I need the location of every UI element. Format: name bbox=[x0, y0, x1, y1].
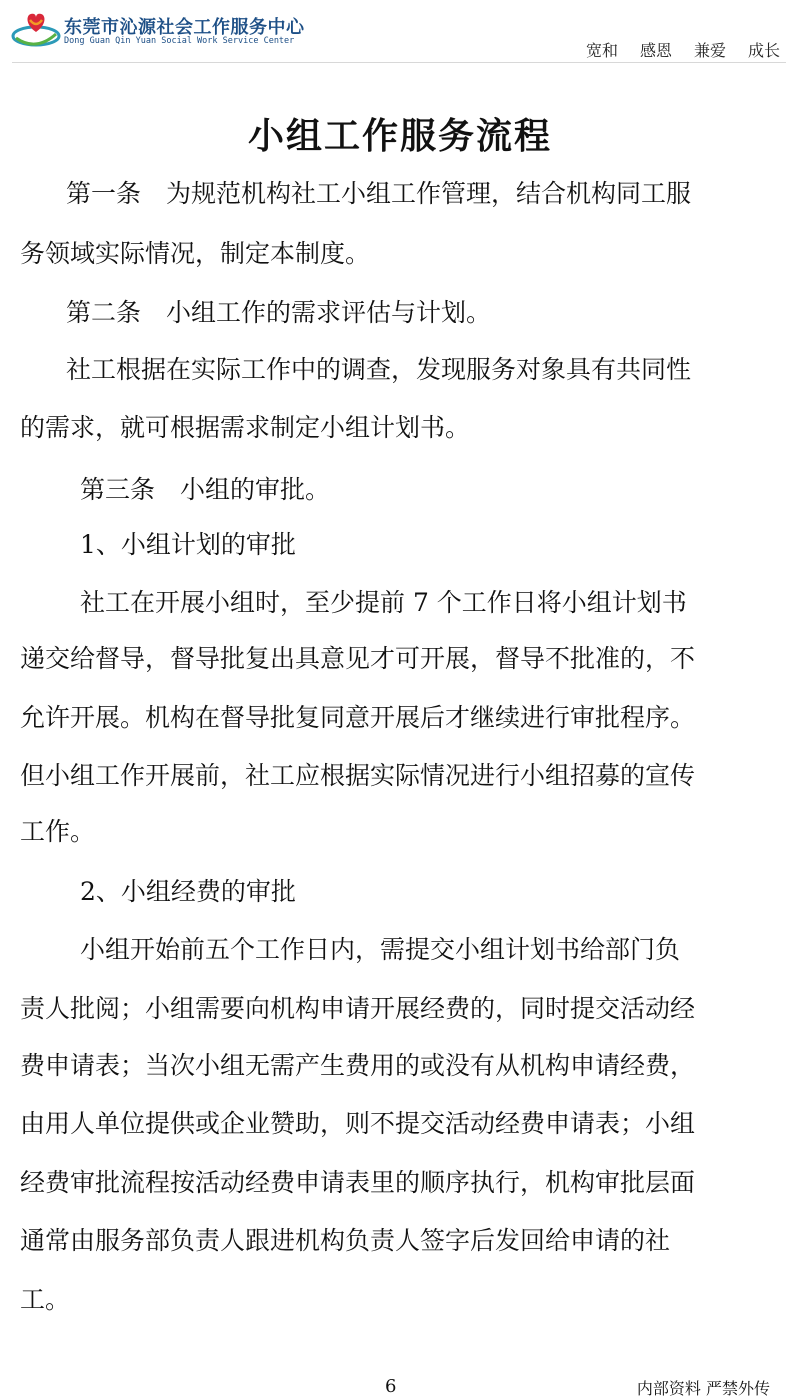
text-line: 经费审批流程按活动经费申请表里的顺序执行，机构审批层面 bbox=[20, 1168, 696, 1197]
value-word: 感恩 bbox=[639, 41, 672, 60]
text-line: 2、小组经费的审批 bbox=[80, 877, 296, 906]
text-line: 第三条 小组的审批。 bbox=[80, 475, 331, 504]
value-word: 宽和 bbox=[585, 41, 618, 60]
page-header bbox=[0, 0, 800, 62]
text-line: 费申请表；当次小组无需产生费用的或没有从机构申请经费， bbox=[20, 1051, 696, 1080]
text-line: 小组开始前五个工作日内，需提交小组计划书给部门负 bbox=[80, 935, 681, 964]
text-line: 1、小组计划的审批 bbox=[80, 530, 296, 559]
text-line: 允许开展。机构在督导批复同意开展后才继续进行审批程序。 bbox=[20, 703, 696, 732]
text-line: 社工在开展小组时，至少提前 7 个工作日将小组计划书 bbox=[80, 588, 687, 617]
text-line: 由用人单位提供或企业赞助，则不提交活动经费申请表；小组 bbox=[20, 1109, 696, 1138]
text-line: 工作。 bbox=[20, 817, 96, 846]
text-line: 工。 bbox=[20, 1285, 71, 1314]
org-name: 东莞市沁源社会工作服务中心 bbox=[64, 17, 305, 38]
text-line: 第一条 为规范机构社工小组工作管理，结合机构同工服 bbox=[66, 179, 692, 208]
text-line: 通常由服务部负责人跟进机构负责人签字后发回给申请的社 bbox=[20, 1226, 671, 1255]
text-line: 的需求，就可根据需求制定小组计划书。 bbox=[20, 413, 471, 442]
text-line: 递交给督导，督导批复出具意见才可开展，督导不批准的，不 bbox=[20, 644, 696, 673]
text-line: 务领域实际情况，制定本制度。 bbox=[20, 239, 371, 268]
text-line: 但小组工作开展前，社工应根据实际情况进行小组招募的宣传 bbox=[20, 761, 696, 790]
org-values bbox=[586, 38, 780, 61]
text-line: 第二条 小组工作的需求评估与计划。 bbox=[66, 298, 492, 327]
text-line: 责人批阅；小组需要向机构申请开展经费的，同时提交活动经 bbox=[20, 994, 696, 1023]
value-word: 兼爱 bbox=[693, 41, 726, 60]
page-number: 6 bbox=[385, 1376, 397, 1397]
org-logo-icon bbox=[10, 8, 62, 50]
org-name-english: Dong Guan Qin Yuan Social Work Service Center bbox=[64, 36, 295, 46]
value-word: 成长 bbox=[747, 41, 780, 60]
header-divider bbox=[12, 62, 786, 63]
confidential-note: 内部资料 严禁外传 bbox=[636, 1379, 770, 1398]
text-line: 社工根据在实际工作中的调查，发现服务对象具有共同性 bbox=[66, 355, 692, 384]
document-title: 小组工作服务流程 bbox=[247, 115, 552, 157]
